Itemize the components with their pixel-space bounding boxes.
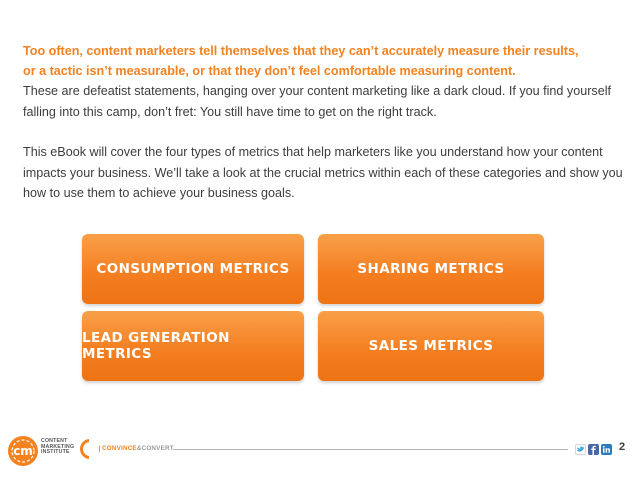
twitter-icon[interactable]: [575, 444, 586, 455]
footer-divider: [173, 449, 568, 450]
cmi-wordmark: [41, 439, 74, 456]
lead-generation-metrics-box: LEAD GENERATION METRICS: [82, 311, 304, 381]
sales-metrics-box: SALES METRICS: [318, 311, 544, 381]
consumption-metrics-box: CONSUMPTION METRICS: [82, 234, 304, 304]
page-number: 2: [619, 441, 626, 453]
convince-text: CONVINCE: [102, 445, 137, 452]
linkedin-icon[interactable]: [601, 444, 612, 455]
cmi-line-3: INSTITUTE: [41, 449, 70, 456]
cmi-line-1: CONTENT: [41, 438, 68, 444]
cmi-line-2: MARKETING: [41, 443, 75, 450]
svg-text:cm: cm: [13, 444, 33, 458]
social-icons: [575, 444, 612, 455]
convince-convert-logo-icon: [80, 439, 100, 459]
cmi-logo-icon: [8, 436, 38, 466]
lead-statement: [23, 41, 623, 81]
facebook-icon[interactable]: [588, 444, 599, 455]
lead-line-1: Too often, content marketers tell themselves that they can’t accurately measure their results,: [23, 44, 579, 58]
and-convert-text: &CONVERT: [136, 445, 174, 452]
paragraph-defeatist: These are defeatist statements, hanging over your content marketing like a dark cloud. If you find yourself falling into this camp, don’t fret: You still have time to get on the right track.: [23, 84, 612, 119]
intro-section: [23, 41, 623, 204]
convince-convert-wordmark: [102, 445, 174, 452]
footer: [8, 434, 630, 466]
paragraph-ebook-overview: This eBook will cover the four types of metrics that help marketers like you understand how your content impacts your business. We’ll take a look at the crucial metrics within each of these categories and show you how to use them to achieve your business goals.: [23, 145, 623, 200]
sharing-metrics-box: SHARING METRICS: [318, 234, 544, 304]
lead-line-2: or a tactic isn’t measurable, or that they don’t feel comfortable measuring content.: [23, 64, 516, 78]
